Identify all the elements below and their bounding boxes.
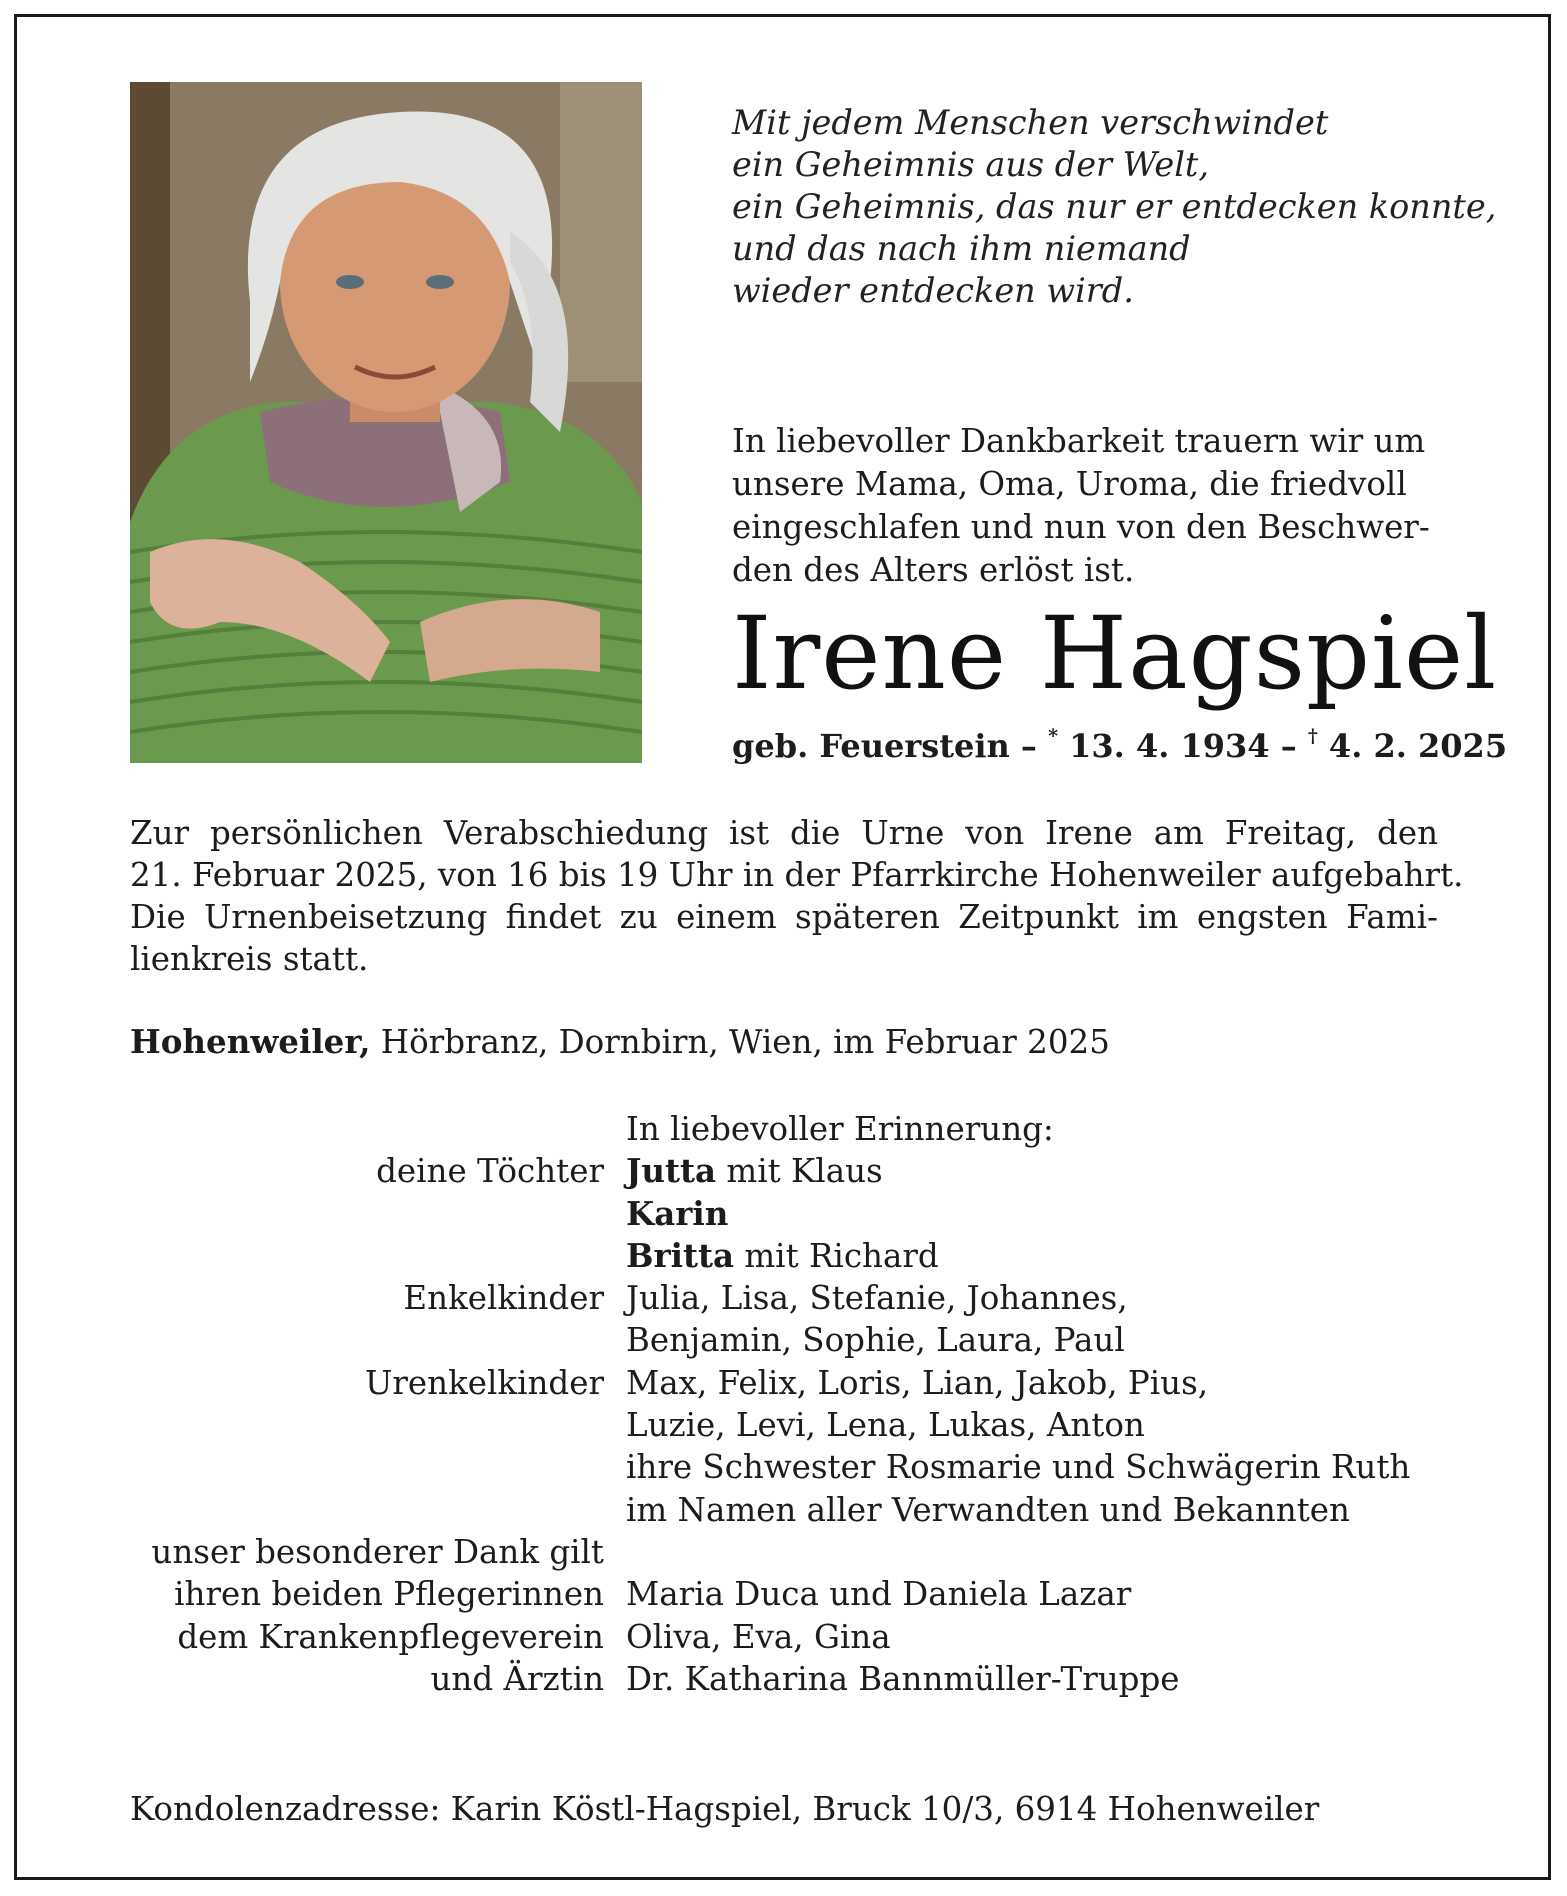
list-item [130,1277,1460,1319]
quote-line: ein Geheimnis aus der Welt, [732,145,1210,184]
list-item [130,1573,1460,1615]
list-item [130,1193,1460,1235]
birth-name: geb. Feuerstein [732,727,1010,765]
life-dates [732,727,1507,765]
grandchildren-names: Benjamin, Sophie, Laura, Paul [626,1321,1125,1360]
nursing-names: Oliva, Eva, Gina [626,1617,891,1656]
place-line [130,1022,1110,1061]
thanks-label: unser besonderer Dank gilt [151,1532,604,1571]
greatgrandchildren-names: Luzie, Levi, Lena, Lukas, Anton [626,1406,1145,1445]
mourners-list [130,1108,1460,1700]
farewell-paragraph [130,812,1464,980]
memorial-quote [732,102,1497,312]
death-date: 4. 2. 2025 [1317,727,1508,765]
list-item [130,1531,1460,1573]
intro-line: den des Alters erlöst ist. [732,551,1135,589]
siblings-line: ihre Schwester Rosmarie und Schwägerin Ruth [626,1448,1411,1487]
doctor-name: Dr. Katharina Bannmüller-Truppe [626,1659,1180,1698]
quote-line: Mit jedem Menschen verschwindet [732,103,1329,142]
list-item [130,1108,1460,1150]
dash: – [1269,727,1308,765]
list-item [130,1658,1460,1700]
list-item [130,1319,1460,1361]
place-main: Hohenweiler, [130,1022,371,1061]
nursing-label: dem Krankenpflegeverein [177,1617,604,1656]
place-rest: Hörbranz, Dornbirn, Wien, im Februar 2025 [370,1023,1110,1061]
condolence-address: Kondolenzadresse: Karin Köstl-Hagspiel, Bruck 10/3, 6914 Hohenweiler [130,1790,1320,1828]
intro-line: eingeschlafen und nun von den Beschwer- [732,508,1430,546]
relatives-line: im Namen aller Verwandten und Bekannten [626,1490,1350,1529]
greatgrandchildren-label: Urenkelkinder [364,1363,604,1402]
list-item [130,1235,1460,1277]
daughter-partner: mit Klaus [716,1152,883,1191]
list-item [130,1616,1460,1658]
intro-line: unsere Mama, Oma, Uroma, die friedvoll [732,465,1407,503]
portrait-photo [130,82,642,763]
daughter-name: Karin [626,1193,729,1233]
dash: – [1009,727,1049,765]
mourners-heading: In liebevoller Erinnerung: [626,1110,1054,1148]
greatgrandchildren-names: Max, Felix, Loris, Lian, Jakob, Pius, [626,1363,1209,1402]
farewell-line: Zur persönlichen Verabschiedung ist die Urne von Irene am Freitag, den [130,814,1438,852]
daughters-label: deine Töchter [376,1152,604,1191]
intro-line: In liebevoller Dankbarkeit trauern wir um [732,422,1426,460]
doctor-label: und Ärztin [430,1659,604,1698]
grandchildren-names: Julia, Lisa, Stefanie, Johannes, [626,1279,1128,1318]
list-item [130,1446,1460,1488]
daughter-name: Britta [626,1235,735,1275]
grandchildren-label: Enkelkinder [403,1279,604,1318]
death-symbol: † [1307,725,1318,747]
farewell-line: 21. Februar 2025, von 16 bis 19 Uhr in der Pfarrkirche Hohenweiler aufgebahrt. [130,856,1464,894]
quote-line: wieder entdecken wird. [732,271,1134,310]
list-item [130,1150,1460,1192]
daughter-name: Jutta [626,1151,717,1191]
list-item [130,1404,1460,1446]
birth-symbol: * [1048,725,1058,747]
carers-label: ihren beiden Pflegerinnen [174,1575,604,1614]
carers-names: Maria Duca und Daniela Lazar [626,1575,1132,1614]
deceased-name: Irene Hagspiel [732,595,1498,712]
birth-date: 13. 4. 1934 [1058,727,1270,765]
portrait-icon [130,82,642,763]
list-item [130,1489,1460,1531]
intro-text [732,420,1452,592]
daughter-partner: mit Richard [734,1236,939,1275]
list-item [130,1362,1460,1404]
quote-line: und das nach ihm niemand [732,229,1191,268]
quote-line: ein Geheimnis, das nur er entdecken konnte, [732,187,1497,226]
farewell-line: Die Urnenbeisetzung findet zu einem späteren Zeitpunkt im engsten Fami- [130,898,1438,936]
farewell-line: lienkreis statt. [130,940,369,978]
